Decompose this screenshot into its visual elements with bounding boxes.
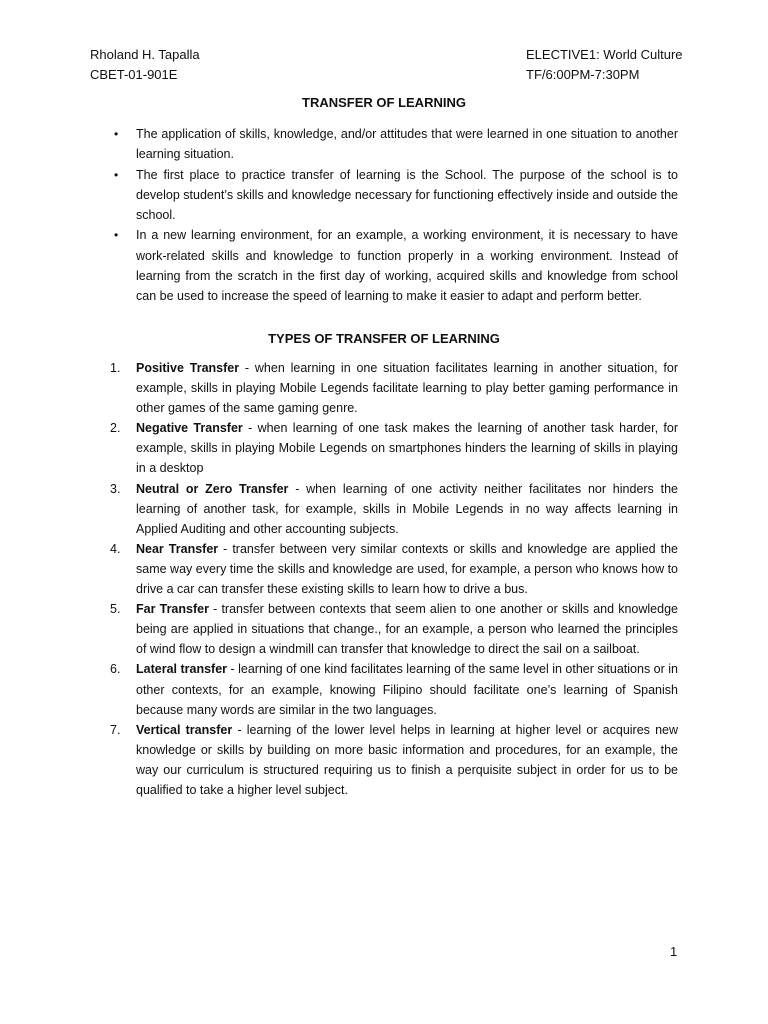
term-label: Vertical transfer — [136, 722, 233, 737]
term-description: - learning of one kind facilitates learning of the same level in other situations or in other contexts, for an example, knowing Filipino should facilitate one’s learning of Spanish because many words are similar in the two languages. — [136, 662, 678, 717]
item-number: 3. — [110, 481, 121, 496]
types-numbered-list — [110, 358, 679, 800]
page-number: 1 — [670, 944, 678, 959]
item-number: 5. — [110, 602, 121, 617]
term-label: Positive Transfer — [136, 361, 240, 375]
class-schedule: TF/6:00PM-7:30PM — [526, 67, 640, 82]
bullet-marker: • — [114, 167, 119, 182]
bullet-item — [114, 225, 678, 306]
types-section-title: TYPES OF TRANSFER OF LEARNING — [268, 331, 500, 346]
item-number: 7. — [110, 722, 121, 737]
author-name: Rholand H. Tapalla — [90, 47, 200, 62]
term-label: Neutral or Zero Transfer — [136, 481, 289, 496]
list-item — [110, 539, 678, 599]
bullet-text: The first place to practice transfer of learning is the School. The purpose of the school is to develop student’s skills and knowledge necessary for functioning effectively inside and outside the school. — [136, 167, 678, 223]
page-header — [90, 45, 683, 85]
item-number: 2. — [110, 421, 121, 436]
bullet-text: In a new learning environment, for an example, a working environment, it is necessary to have work-related skills and knowledge to function properly in a working environment. Instead of learning from the scratch in the first day of working, acquired skills and knowledge from school can be used to increase the speed of learning to make it easier to adapt and perform better. — [136, 228, 678, 304]
item-number: 6. — [110, 662, 121, 677]
list-item — [110, 418, 678, 478]
item-number: 4. — [110, 541, 121, 556]
item-number: 1. — [110, 361, 121, 375]
term-label: Near Transfer — [136, 541, 219, 556]
bullet-text: The application of skills, knowledge, and/or attitudes that were learned in one situation to another learning situation. — [136, 127, 678, 162]
bullet-item — [114, 165, 678, 226]
list-item — [110, 358, 678, 418]
list-item — [110, 479, 678, 539]
header-left — [90, 45, 200, 85]
class-section: CBET-01-901E — [90, 67, 178, 82]
term-label: Lateral transfer — [136, 662, 228, 677]
course-name: ELECTIVE1: World Culture — [526, 47, 683, 62]
term-label: Far Transfer — [136, 602, 209, 617]
definition-bullet-list — [114, 124, 678, 307]
list-item — [110, 659, 678, 719]
list-item — [110, 599, 678, 659]
term-label: Negative Transfer — [136, 421, 243, 436]
term-description: - learning of the lower level helps in learning at higher level or acquires new knowledge or skills by building on more basic information and procedures, for an example, the way our curriculum is structured requiring us to finish a perquisite subject in order for us to be qualified to take a higher level subject. — [136, 722, 679, 797]
header-right — [526, 45, 683, 85]
term-description: - transfer between contexts that seem alien to one another or skills and knowledge being are applied in situations that change., for an example, a person who learned the principles of wind flow to design a windmill can transfer that knowledge to direct the sail on a sailboat. — [136, 602, 678, 657]
term-description: - transfer between very similar contexts or skills and knowledge are applied the same way every time the skills and knowledge are used, for example, a person who knows how to drive a car can transfer these existing skills to learn how to drive a bus. — [136, 541, 678, 597]
document-title: TRANSFER OF LEARNING — [302, 95, 466, 110]
bullet-item — [114, 124, 678, 165]
term-description: - when learning in one situation facilitates learning in another situation, for example, skills in playing Mobile Legends facilitate learning to play better gaming performance in other games of the same gaming genre. — [136, 361, 678, 416]
term-description: - when learning of one activity neither facilitates nor hinders the learning of another task, for example, skills in Mobile Legends in no way affects learning in Applied Auditing and other accounting subjects. — [136, 481, 678, 536]
list-item — [110, 720, 679, 800]
term-description: - when learning of one task makes the learning of another task harder, for example, skills in playing Mobile Legends on smartphones hinders the learning of skills in playing in a desktop — [136, 421, 678, 476]
bullet-marker: • — [114, 127, 119, 141]
bullet-marker: • — [114, 228, 119, 243]
